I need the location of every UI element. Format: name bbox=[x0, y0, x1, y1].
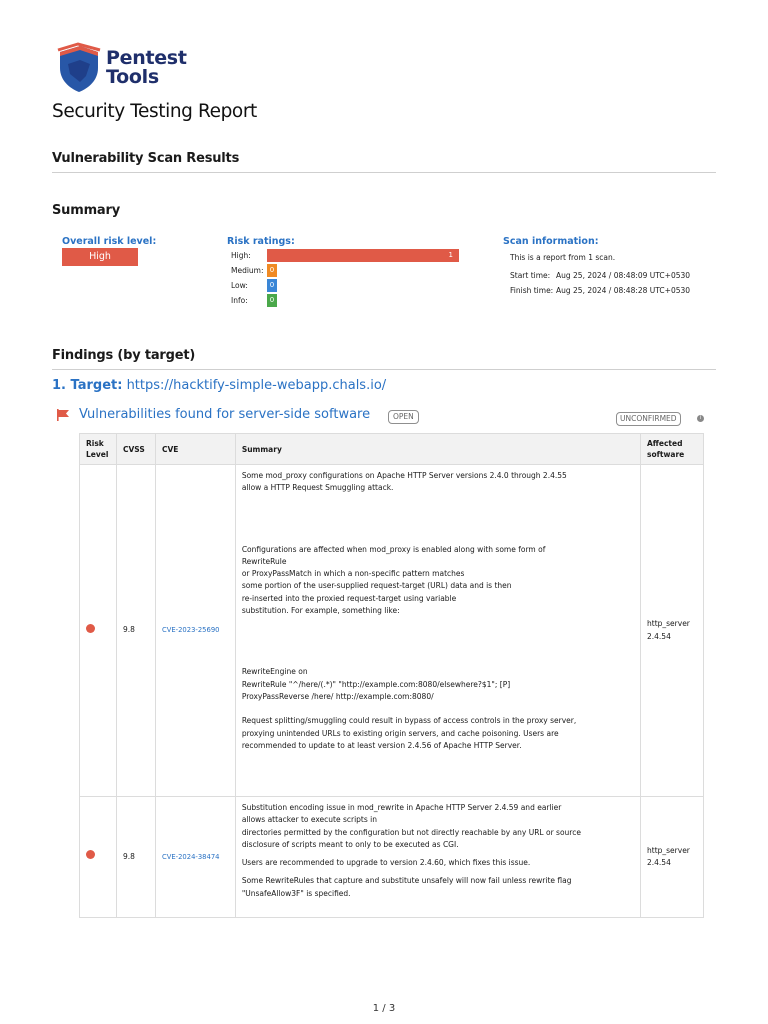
scan-info-note: This is a report from 1 scan. bbox=[510, 253, 616, 262]
risk-level-cell bbox=[80, 797, 117, 918]
affected-name: http_server bbox=[647, 845, 690, 855]
start-time-value: Aug 25, 2024 / 08:48:09 UTC+0530 bbox=[556, 271, 691, 280]
start-time-label: Start time: bbox=[510, 271, 551, 280]
logo-word-1: Pentest bbox=[106, 47, 187, 69]
risk-level-cell bbox=[80, 465, 117, 797]
overall-risk-badge: High bbox=[62, 248, 138, 266]
logo-wordmark bbox=[106, 49, 187, 87]
report-title: Security Testing Report bbox=[52, 101, 257, 122]
page-number: 1 / 3 bbox=[372, 1003, 396, 1014]
finish-time-value: Aug 25, 2024 / 08:48:28 UTC+0530 bbox=[556, 286, 691, 295]
summary-line: Some RewriteRules that capture and substitute unsafely will now fail unless rewrite flag bbox=[241, 876, 572, 886]
rating-bar-info: 0 bbox=[267, 294, 277, 307]
affected-name: http_server bbox=[647, 619, 690, 629]
divider bbox=[52, 369, 716, 370]
rating-bar-high: 1 bbox=[267, 249, 459, 262]
table-header-row bbox=[80, 434, 704, 465]
risk-high-dot-icon bbox=[86, 624, 95, 633]
pentest-tools-logo bbox=[56, 42, 187, 94]
cve-cell bbox=[155, 465, 235, 797]
risk-ratings-label: Risk ratings: bbox=[227, 236, 295, 247]
findings-heading: Findings (by target) bbox=[52, 348, 196, 363]
summary-line: Configurations are affected when mod_proxy is enabled along with some form of bbox=[241, 544, 546, 554]
summary-line: allow a HTTP Request Smuggling attack. bbox=[241, 483, 394, 493]
logo-word-2: Tools bbox=[106, 66, 159, 88]
header-risk-level bbox=[80, 434, 117, 465]
summary-line: disclosure of scripts meant to only to be executed as CGI. bbox=[241, 839, 459, 849]
header-cvss: CVSS bbox=[116, 434, 155, 465]
summary-line: RewriteRule bbox=[241, 556, 287, 566]
header-risk-line2: Level bbox=[86, 450, 109, 459]
summary-line: recommended to update to at least version 2.4.56 of Apache HTTP Server. bbox=[241, 740, 522, 750]
info-icon[interactable]: i bbox=[697, 415, 704, 422]
rating-bar-medium: 0 bbox=[267, 264, 277, 277]
summary-line: or ProxyPassMatch in which a non-specific pattern matches bbox=[241, 569, 465, 579]
affected-version: 2.4.54 bbox=[647, 631, 671, 641]
affected-software-cell bbox=[641, 797, 704, 918]
summary-line: Users are recommended to upgrade to version 2.4.60, which fixes this issue. bbox=[241, 858, 531, 868]
summary-line: RewriteEngine on bbox=[241, 667, 308, 677]
summary-line: re-inserted into the proxied request-target using variable bbox=[241, 593, 457, 603]
cvss-cell: 9.8 bbox=[116, 465, 155, 797]
header-affected-line2: software bbox=[647, 450, 685, 459]
shield-logo-icon bbox=[56, 42, 102, 94]
unconfirmed-badge: UNCONFIRMED bbox=[616, 412, 681, 426]
table-row bbox=[80, 465, 704, 797]
vulnerability-table bbox=[79, 433, 704, 918]
cve-cell bbox=[155, 797, 235, 918]
summary-line: Some mod_proxy configurations on Apache HTTP Server versions 2.4.0 through 2.4.55 bbox=[241, 471, 567, 480]
vuln-group-title[interactable]: Vulnerabilities found for server-side software bbox=[79, 407, 371, 422]
summary-line: Request splitting/smuggling could result in bypass of access controls in the proxy server, bbox=[241, 716, 577, 726]
header-summary: Summary bbox=[235, 434, 640, 465]
finish-time-label: Finish time: bbox=[510, 286, 554, 295]
section-heading-scan-results: Vulnerability Scan Results bbox=[52, 151, 240, 166]
rating-label-medium: Medium: bbox=[231, 266, 264, 275]
divider bbox=[52, 172, 716, 173]
overall-risk-label: Overall risk level: bbox=[62, 236, 157, 247]
summary-cell bbox=[235, 797, 640, 918]
header-cve: CVE bbox=[155, 434, 235, 465]
rating-row-info bbox=[231, 294, 277, 307]
risk-high-dot-icon bbox=[86, 850, 95, 859]
summary-line: RewriteRule "^/here/(.*)" "http://example.com:8080/elsewhere?$1"; [P] bbox=[241, 679, 511, 689]
summary-line: substitution. For example, something like: bbox=[241, 606, 400, 616]
rating-row-low bbox=[231, 279, 277, 292]
header-risk-line1: Risk bbox=[86, 439, 104, 448]
header-affected-software bbox=[641, 434, 704, 465]
summary-line: Substitution encoding issue in mod_rewrite in Apache HTTP Server 2.4.59 and earlier bbox=[241, 803, 562, 812]
cvss-cell: 9.8 bbox=[116, 797, 155, 918]
rating-row-medium bbox=[231, 264, 277, 277]
summary-heading: Summary bbox=[52, 203, 120, 218]
summary-line: allows attacker to execute scripts in bbox=[241, 815, 378, 825]
rating-label-info: Info: bbox=[231, 296, 248, 305]
rating-bar-low: 0 bbox=[267, 279, 277, 292]
cve-link[interactable]: CVE-2023-25690 bbox=[161, 626, 220, 635]
target-url-link[interactable]: https://hacktify-simple-webapp.chals.io/ bbox=[126, 378, 387, 393]
summary-line: "UnsafeAllow3F" is specified. bbox=[241, 888, 351, 898]
rating-row-high bbox=[231, 249, 459, 262]
scan-info-label: Scan information: bbox=[503, 236, 599, 247]
summary-line: some portion of the user-supplied request-target (URL) data and is then bbox=[241, 581, 512, 591]
flag-icon bbox=[56, 409, 70, 421]
table-row bbox=[80, 797, 704, 918]
rating-label-low: Low: bbox=[231, 281, 248, 290]
open-badge: OPEN bbox=[388, 410, 419, 424]
summary-line: directories permitted by the configuration but not directly reachable by any URL or source bbox=[241, 827, 581, 837]
summary-line: proxying unintended URLs to existing origin servers, and cache poisoning. Users are bbox=[241, 728, 559, 738]
affected-software-cell bbox=[641, 465, 704, 797]
summary-cell bbox=[235, 465, 640, 797]
rating-label-high: High: bbox=[231, 251, 251, 260]
summary-line: ProxyPassReverse /here/ http://example.com:8080/ bbox=[241, 691, 434, 701]
affected-version: 2.4.54 bbox=[647, 858, 671, 867]
cve-link[interactable]: CVE-2024-38474 bbox=[161, 852, 220, 861]
header-affected-line1: Affected bbox=[647, 439, 683, 448]
target-line bbox=[52, 378, 386, 393]
target-prefix: 1. Target: bbox=[52, 378, 123, 393]
